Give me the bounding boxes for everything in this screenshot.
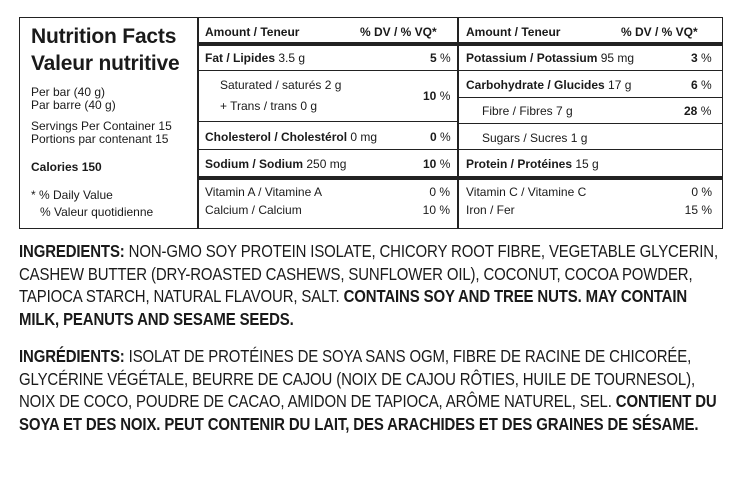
rule <box>199 149 457 150</box>
dv-note-fr: % Valeur quotidienne <box>40 205 154 219</box>
ingredients-en-allergen: CONTAINS SOY AND TREE NUTS. MAY CONTAIN MILK, PEANUTS AND SESAME SEEDS. <box>19 286 688 329</box>
potassium-amount: 95 mg <box>600 51 635 65</box>
carb-row <box>466 78 631 92</box>
rule <box>459 176 722 180</box>
calcium: Calcium / Calcium <box>205 203 302 217</box>
pct-sign: % <box>700 104 712 118</box>
ingredients-en-label: INGREDIENTS: <box>19 241 125 261</box>
fibre-dv: 28 <box>684 104 698 118</box>
ingredients-en <box>19 240 725 330</box>
dv-header-right: % DV / % VQ* <box>621 25 698 39</box>
rule <box>459 70 722 71</box>
rule <box>459 123 722 124</box>
nutrition-facts-panel <box>19 17 723 229</box>
fat-dv-cell <box>430 51 451 65</box>
rule <box>459 149 722 150</box>
rule <box>199 70 457 71</box>
carb-dv: 6 <box>691 78 698 92</box>
amount-header-right: Amount / Teneur <box>466 25 561 39</box>
chol-amount: 0 mg <box>350 130 378 144</box>
vitamin-c: Vitamin C / Vitamine C <box>466 185 587 199</box>
protein-amount: 15 g <box>575 157 599 171</box>
chol-dv: 0 <box>430 130 437 144</box>
sugars-row: Sugars / Sucres 1 g <box>482 131 588 145</box>
calcium-dv: 10 % <box>422 203 450 217</box>
vitamin-a-dv: 0 % <box>429 185 450 199</box>
pct-sign: % <box>439 157 451 171</box>
sat-trans-dv-cell <box>423 89 450 103</box>
chol-label: Cholesterol / Cholestérol <box>205 130 348 144</box>
servings-en: Servings Per Container 15 <box>31 119 172 133</box>
dv-header: % DV / % VQ* <box>360 25 437 39</box>
rule <box>459 42 722 46</box>
rule <box>199 42 457 46</box>
ingredients-fr-text: ISOLAT DE PROTÉINES DE SOYA SANS OGM, FIBRE DE RACINE DE CHICORÉE, GLYCÉRINE VÉGÉTALE, BEURRE DE CAJOU (NOIX DE CAJOU RÔTIES, HUILE DE TOURNESOL), NOIX DE COCO, POUDRE DE CACAO, AMIDON DE TAPIOCA, ARÔME NATUREL, SEL. <box>19 346 695 411</box>
amount-header: Amount / Teneur <box>205 25 300 39</box>
sodium-label: Sodium / Sodium <box>205 157 303 171</box>
fat-dv: 5 <box>430 51 437 65</box>
sodium-dv: 10 <box>423 157 437 171</box>
carb-dv-cell <box>691 78 712 92</box>
vitamin-a: Vitamin A / Vitamine A <box>205 185 322 199</box>
protein-label: Protein / Protéines <box>466 157 573 171</box>
iron: Iron / Fer <box>466 203 515 217</box>
title-fr: Valeur nutritive <box>31 52 180 75</box>
divider-left <box>197 18 199 228</box>
vitamin-c-dv: 0 % <box>691 185 712 199</box>
rule <box>199 176 457 180</box>
pct-sign: % <box>439 89 451 103</box>
dv-note-en: * % Daily Value <box>31 188 113 202</box>
calories: Calories 150 <box>31 160 102 174</box>
per-serving-fr: Par barre (40 g) <box>31 98 116 112</box>
iron-dv: 15 % <box>684 203 712 217</box>
ingredients-fr-label: INGRÉDIENTS: <box>19 346 125 366</box>
per-serving-en: Per bar (40 g) <box>31 85 106 99</box>
chol-dv-cell <box>430 130 451 144</box>
carb-label: Carbohydrate / Glucides <box>466 78 605 92</box>
potassium-dv-cell <box>691 51 712 65</box>
sodium-dv-cell <box>423 157 450 171</box>
fibre-dv-cell <box>684 104 711 118</box>
pct-sign: % <box>440 130 451 144</box>
title-en: Nutrition Facts <box>31 25 177 48</box>
servings-fr: Portions par contenant 15 <box>31 132 169 146</box>
potassium-dv: 3 <box>691 51 698 65</box>
trans-row: + Trans / trans 0 g <box>220 99 318 113</box>
saturated-row: Saturated / saturés 2 g <box>220 78 342 92</box>
pct-sign: % <box>440 51 451 65</box>
sat-trans-dv: 10 <box>423 89 437 103</box>
fat-amount: 3.5 g <box>278 51 306 65</box>
carb-amount: 17 g <box>608 78 632 92</box>
ingredients-fr-allergen: CONTIENT DU SOYA ET DES NOIX. PEUT CONTENIR DU LAIT, DES ARACHIDES ET DES GRAINES DE SÉSAME. <box>19 391 717 434</box>
pct-sign: % <box>701 78 712 92</box>
rule <box>459 97 722 98</box>
pct-sign: % <box>701 51 712 65</box>
ingredients-en-text: NON-GMO SOY PROTEIN ISOLATE, CHICORY ROOT FIBRE, VEGETABLE GLYCERIN, CASHEW BUTTER (DRY-ROASTED CASHEWS, SUNFLOWER OIL), COCONUT, COCOA POWDER, TAPIOCA STARCH, NATURAL FLAVOUR, SALT. <box>19 241 718 306</box>
potassium-row <box>466 51 634 65</box>
sodium-row <box>205 157 346 171</box>
fat-row <box>205 51 305 65</box>
cholesterol-row <box>205 130 377 144</box>
potassium-label: Potassium / Potassium <box>466 51 598 65</box>
fibre-row: Fibre / Fibres 7 g <box>482 104 573 118</box>
protein-row <box>466 157 599 171</box>
fat-label: Fat / Lipides <box>205 51 276 65</box>
rule <box>199 121 457 122</box>
ingredients-fr <box>19 345 725 435</box>
sodium-amount: 250 mg <box>306 157 347 171</box>
